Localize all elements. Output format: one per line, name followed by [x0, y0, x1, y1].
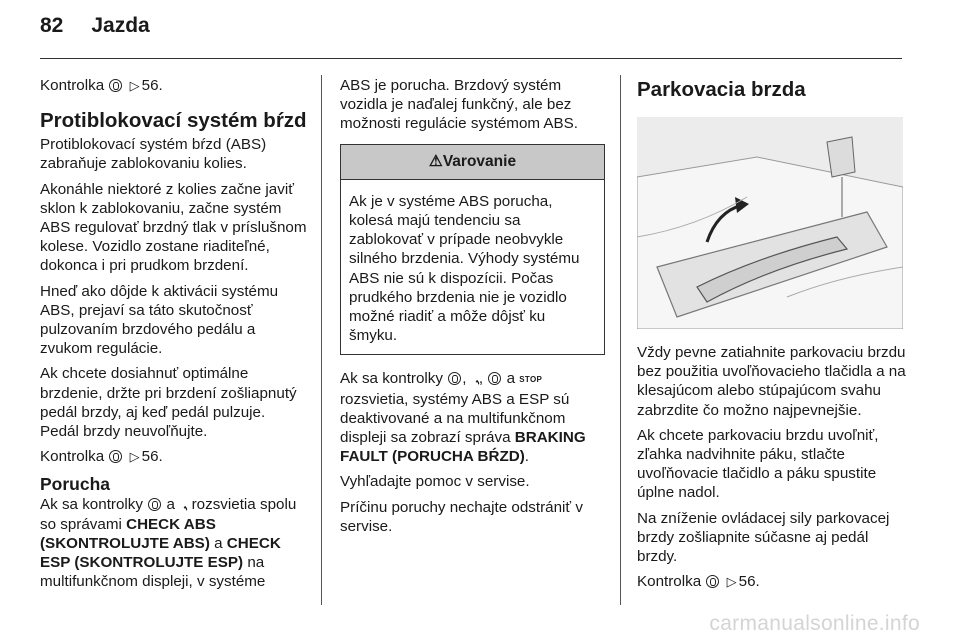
header-divider	[40, 58, 902, 59]
abs-lamp-icon	[148, 498, 161, 511]
parking-paragraph-1: Vždy pevne zatiahnite parkovaciu brzdu bez použitia uvoľňovacieho tlačidla a na klesajúcom alebo stúpajúcom svahu zabrzdite čo možno najpevnejšie.	[637, 344, 906, 419]
abs-paragraph-2: Akonáhle niektoré z kolies začne javiť sklon k zablokovaniu, začne systém ABS regulovať brzdný tlak v príslušnom kolese. Vozidlo zostane riaditeľné, dokonca i pri prudkom brzdení.	[40, 180, 307, 275]
warning-lamp-icon	[109, 79, 122, 92]
stop-icon: STOP	[519, 375, 543, 385]
page-header	[40, 14, 150, 46]
repair-paragraph: Príčinu poruchy nechajte odstrániť v servise.	[340, 498, 583, 535]
page-number: 82	[40, 14, 64, 37]
column-divider-1	[321, 75, 322, 605]
column-1	[40, 76, 308, 597]
column-2	[340, 76, 605, 542]
kontrolka-line-2: Kontrolka ▷ 56.	[40, 448, 163, 466]
warning-triangle-icon: ⚠	[428, 152, 443, 170]
parking-paragraph-3: Na zníženie ovládacej sily parkovacej brzdy zošliapnite súčasne aj pedál brzdy.	[637, 509, 890, 566]
fault-heading: Porucha	[40, 474, 111, 495]
warning-text: Ak je v systéme ABS porucha, kolesá majú tendenciu sa zablokovať v prípade neobvykle silného brzdenia. Výhody systému ABS nie sú k dispozícii. Počas prudkého brzdenia nie je vozidlo možné riadiť a môže dôjsť ku šmyku.	[349, 192, 580, 345]
page-ref-arrow-icon: ▷	[129, 78, 140, 93]
column-divider-2	[620, 75, 621, 605]
abs-lamp-icon	[109, 450, 122, 463]
lamps-paragraph: Ak sa kontrolky , ‚, a STOP rozsvietia, systémy ABS a ESP sú deaktivované a na multifunkčnom displeji sa zobrazí správa BRAKING FAULT (PORUCHA BŔZD).	[340, 370, 586, 466]
page-ref-arrow-icon: ▷	[726, 574, 737, 590]
abs-paragraph-3: Hneď ako dôjde k aktivácii systému ABS, prejaví sa táto skutočnosť pulzovaním brzdového pedálu a zvukom regulácie.	[40, 282, 279, 358]
warning-header: ⚠Varovanie	[341, 145, 604, 180]
wrench-icon: ‚	[468, 370, 482, 388]
abs-paragraph-1: Protiblokovací systém bŕzd (ABS) zabraňuje zablokovaniu kolies.	[40, 136, 267, 173]
fault-paragraph: Ak sa kontrolky a ‚ rozsvietia spolu so správami CHECK ABS (SKONTROLUJTE ABS) a CHECK ESP (SKONTROLUJTE ESP) na multifunkčnom displeji, v systéme	[40, 496, 297, 591]
kontrolka-line-3: Kontrolka ▷ 56.	[637, 573, 760, 591]
brake-lamp-icon	[706, 575, 719, 588]
page-title: Jazda	[91, 14, 150, 37]
parking-brake-illustration	[637, 117, 903, 329]
parking-paragraph-2: Ak chcete parkovaciu brzdu uvoľniť, zľahka nadvihnite páku, stlačte uvoľňovacie tlačidlo a páku spustite úplne nadol.	[637, 426, 879, 502]
watermark: carmanualsonline.info	[709, 612, 920, 635]
kontrolka-line-1: Kontrolka ▷ 56.	[40, 77, 163, 94]
brake-lamp-icon	[488, 372, 501, 385]
abs-lamp-icon	[448, 372, 461, 385]
parking-brake-drawing	[637, 117, 903, 329]
column-3	[637, 76, 907, 597]
parking-brake-heading: Parkovacia brzda	[637, 78, 806, 101]
warning-box	[340, 144, 605, 356]
page-ref-arrow-icon: ▷	[129, 449, 140, 465]
abs-fault-continued: ABS je porucha. Brzdový systém vozidla je naďalej funkčný, ale bez možnosti regulácie systémom ABS.	[340, 77, 579, 133]
service-paragraph: Vyhľadajte pomoc v servise.	[340, 473, 530, 491]
abs-heading: Protiblokovací systém bŕzd	[40, 109, 307, 133]
abs-paragraph-4: Ak chcete dosiahnuť optimálne brzdenie, držte pri brzdení zošliapnutý pedál brzdy, aj keď pedál pulzuje. Pedál brzdy neuvoľňujte.	[40, 365, 297, 441]
wrench-icon: ‚	[176, 496, 190, 514]
